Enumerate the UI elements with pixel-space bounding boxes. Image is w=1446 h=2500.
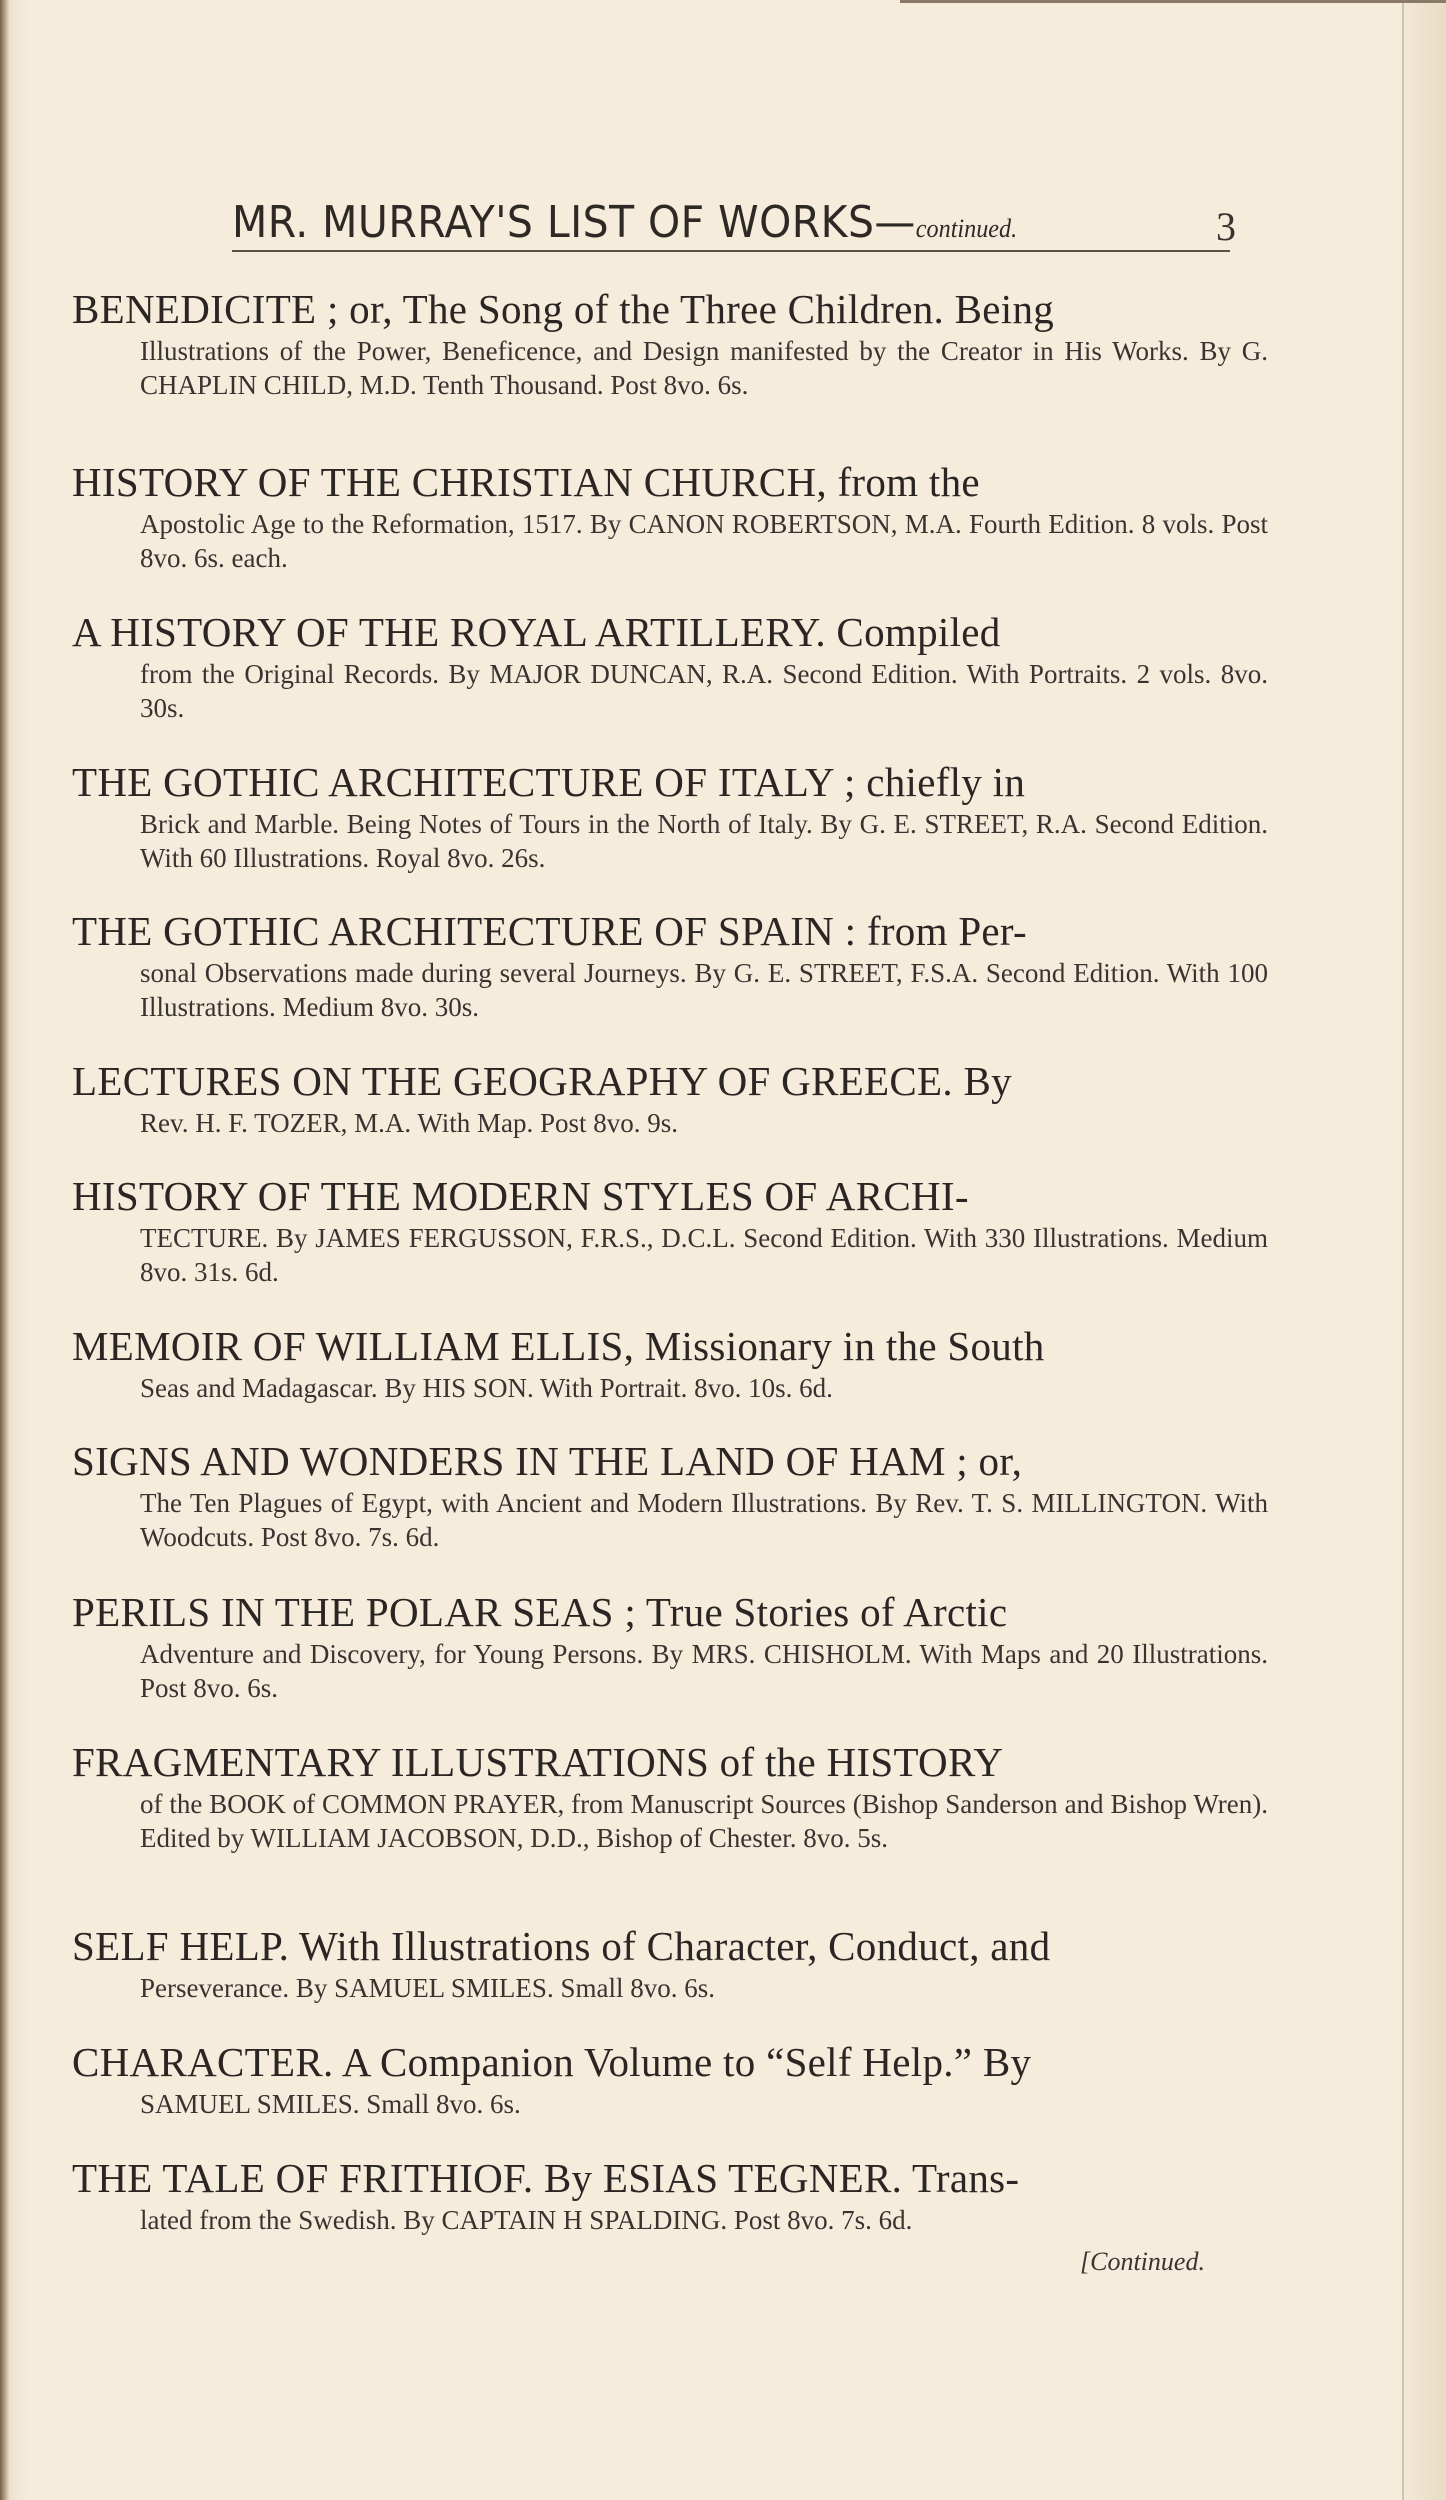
catalogue-entry: [72, 1172, 1268, 1289]
running-title-continued: continued.: [915, 214, 1018, 243]
running-header: [232, 197, 1236, 257]
page-number: 3: [1216, 204, 1236, 249]
entry-title: SELF HELP. With Illustrations of Character, Conduct, and: [72, 1923, 1051, 1969]
catalogue-entry: [72, 285, 1268, 402]
entry-description: of the BOOK of COMMON PRAYER, from Manuscript Sources (Bishop Sanderson and Bishop Wren). Edited by WILLIAM JACOBSON, D.D., Bishop of Chester. 8vo. 5s.: [140, 1789, 1268, 1853]
entry-title: THE GOTHIC ARCHITECTURE OF SPAIN : from Per-: [72, 908, 1027, 954]
entry-title: THE GOTHIC ARCHITECTURE OF ITALY ; chiefly in: [72, 759, 1026, 805]
entry-description: The Ten Plagues of Egypt, with Ancient and Modern Illustrations. By Rev. T. S. MILLINGTON. With Woodcuts. Post 8vo. 7s. 6d.: [140, 1488, 1268, 1552]
catalogue-entry: [72, 1738, 1268, 1855]
entry-title: A HISTORY OF THE ROYAL ARTILLERY. Compiled: [72, 609, 1001, 655]
entry-title: PERILS IN THE POLAR SEAS ; True Stories of Arctic: [72, 1589, 1008, 1635]
entry-description: Apostolic Age to the Reformation, 1517. By CANON ROBERTSON, M.A. Fourth Edition. 8 vols. Post 8vo. 6s. each.: [140, 509, 1268, 573]
page-top-edge-line: [900, 0, 1446, 3]
entry-title: HISTORY OF THE CHRISTIAN CHURCH, from the: [72, 459, 980, 505]
entry-description: SAMUEL SMILES. Small 8vo. 6s.: [140, 2089, 521, 2119]
entry-title: LECTURES ON THE GEOGRAPHY OF GREECE. By: [72, 1058, 1012, 1104]
catalogue-entry: [72, 2154, 1268, 2237]
entry-description: Perseverance. By SAMUEL SMILES. Small 8vo. 6s.: [140, 1973, 715, 2003]
catalogue-entry: [72, 907, 1268, 1024]
entry-description: lated from the Swedish. By CAPTAIN H SPALDING. Post 8vo. 7s. 6d.: [140, 2205, 913, 2235]
entry-title: CHARACTER. A Companion Volume to “Self Help.” By: [72, 2039, 1032, 2085]
header-rule: [232, 250, 1230, 252]
entry-title: SIGNS AND WONDERS IN THE LAND OF HAM ; or,: [72, 1438, 1023, 1484]
entry-description: Rev. H. F. TOZER, M.A. With Map. Post 8vo. 9s.: [140, 1108, 679, 1138]
catalogue-entry: [72, 1057, 1268, 1140]
catalogue-entry: [72, 608, 1268, 725]
catalogue-entry: [72, 758, 1268, 875]
entry-description: from the Original Records. By MAJOR DUNCAN, R.A. Second Edition. With Portraits. 2 vols. 8vo. 30s.: [140, 659, 1268, 723]
catalogue-entry: [72, 458, 1268, 575]
running-title: [232, 197, 1017, 248]
entry-description: Illustrations of the Power, Beneficence, and Design manifested by the Creator in His Works. By G. CHAPLIN CHILD, M.D. Tenth Thousand. Post 8vo. 6s.: [140, 336, 1268, 400]
page-right-margin-edge: [1402, 0, 1446, 2500]
entry-description: Seas and Madagascar. By HIS SON. With Portrait. 8vo. 10s. 6d.: [140, 1373, 833, 1403]
entry-description: sonal Observations made during several Journeys. By G. E. STREET, F.S.A. Second Edition. With 100 Illustrations. Medium 8vo. 30s.: [140, 958, 1268, 1022]
catalogue-entry: [72, 2038, 1268, 2121]
catalogue-entry: [72, 1588, 1268, 1705]
page-binding-edge: [0, 0, 9, 2500]
entry-description: Adventure and Discovery, for Young Persons. By MRS. CHISHOLM. With Maps and 20 Illustrations. Post 8vo. 6s.: [140, 1639, 1268, 1703]
entry-description: TECTURE. By JAMES FERGUSSON, F.R.S., D.C.L. Second Edition. With 330 Illustrations. Medium 8vo. 31s. 6d.: [140, 1223, 1268, 1287]
continued-note: [Continued.: [1080, 2247, 1205, 2276]
entry-title: FRAGMENTARY ILLUSTRATIONS of the HISTORY: [72, 1739, 1004, 1785]
entry-title: BENEDICITE ; or, The Song of the Three Children. Being: [72, 286, 1055, 332]
entry-description: Brick and Marble. Being Notes of Tours in the North of Italy. By G. E. STREET, R.A. Second Edition. With 60 Illustrations. Royal 8vo. 26s.: [140, 809, 1268, 873]
catalogue-entry: [72, 1922, 1268, 2005]
entry-title: HISTORY OF THE MODERN STYLES OF ARCHI-: [72, 1173, 969, 1219]
catalogue-entry: [72, 1437, 1268, 1554]
entry-title: THE TALE OF FRITHIOF. By ESIAS TEGNER. Trans-: [72, 2155, 1020, 2201]
entry-title: MEMOIR OF WILLIAM ELLIS, Missionary in the South: [72, 1323, 1045, 1369]
running-title-text: MR. MURRAY'S LIST OF WORKS—: [232, 197, 916, 248]
catalogue-entry: [72, 1322, 1268, 1405]
